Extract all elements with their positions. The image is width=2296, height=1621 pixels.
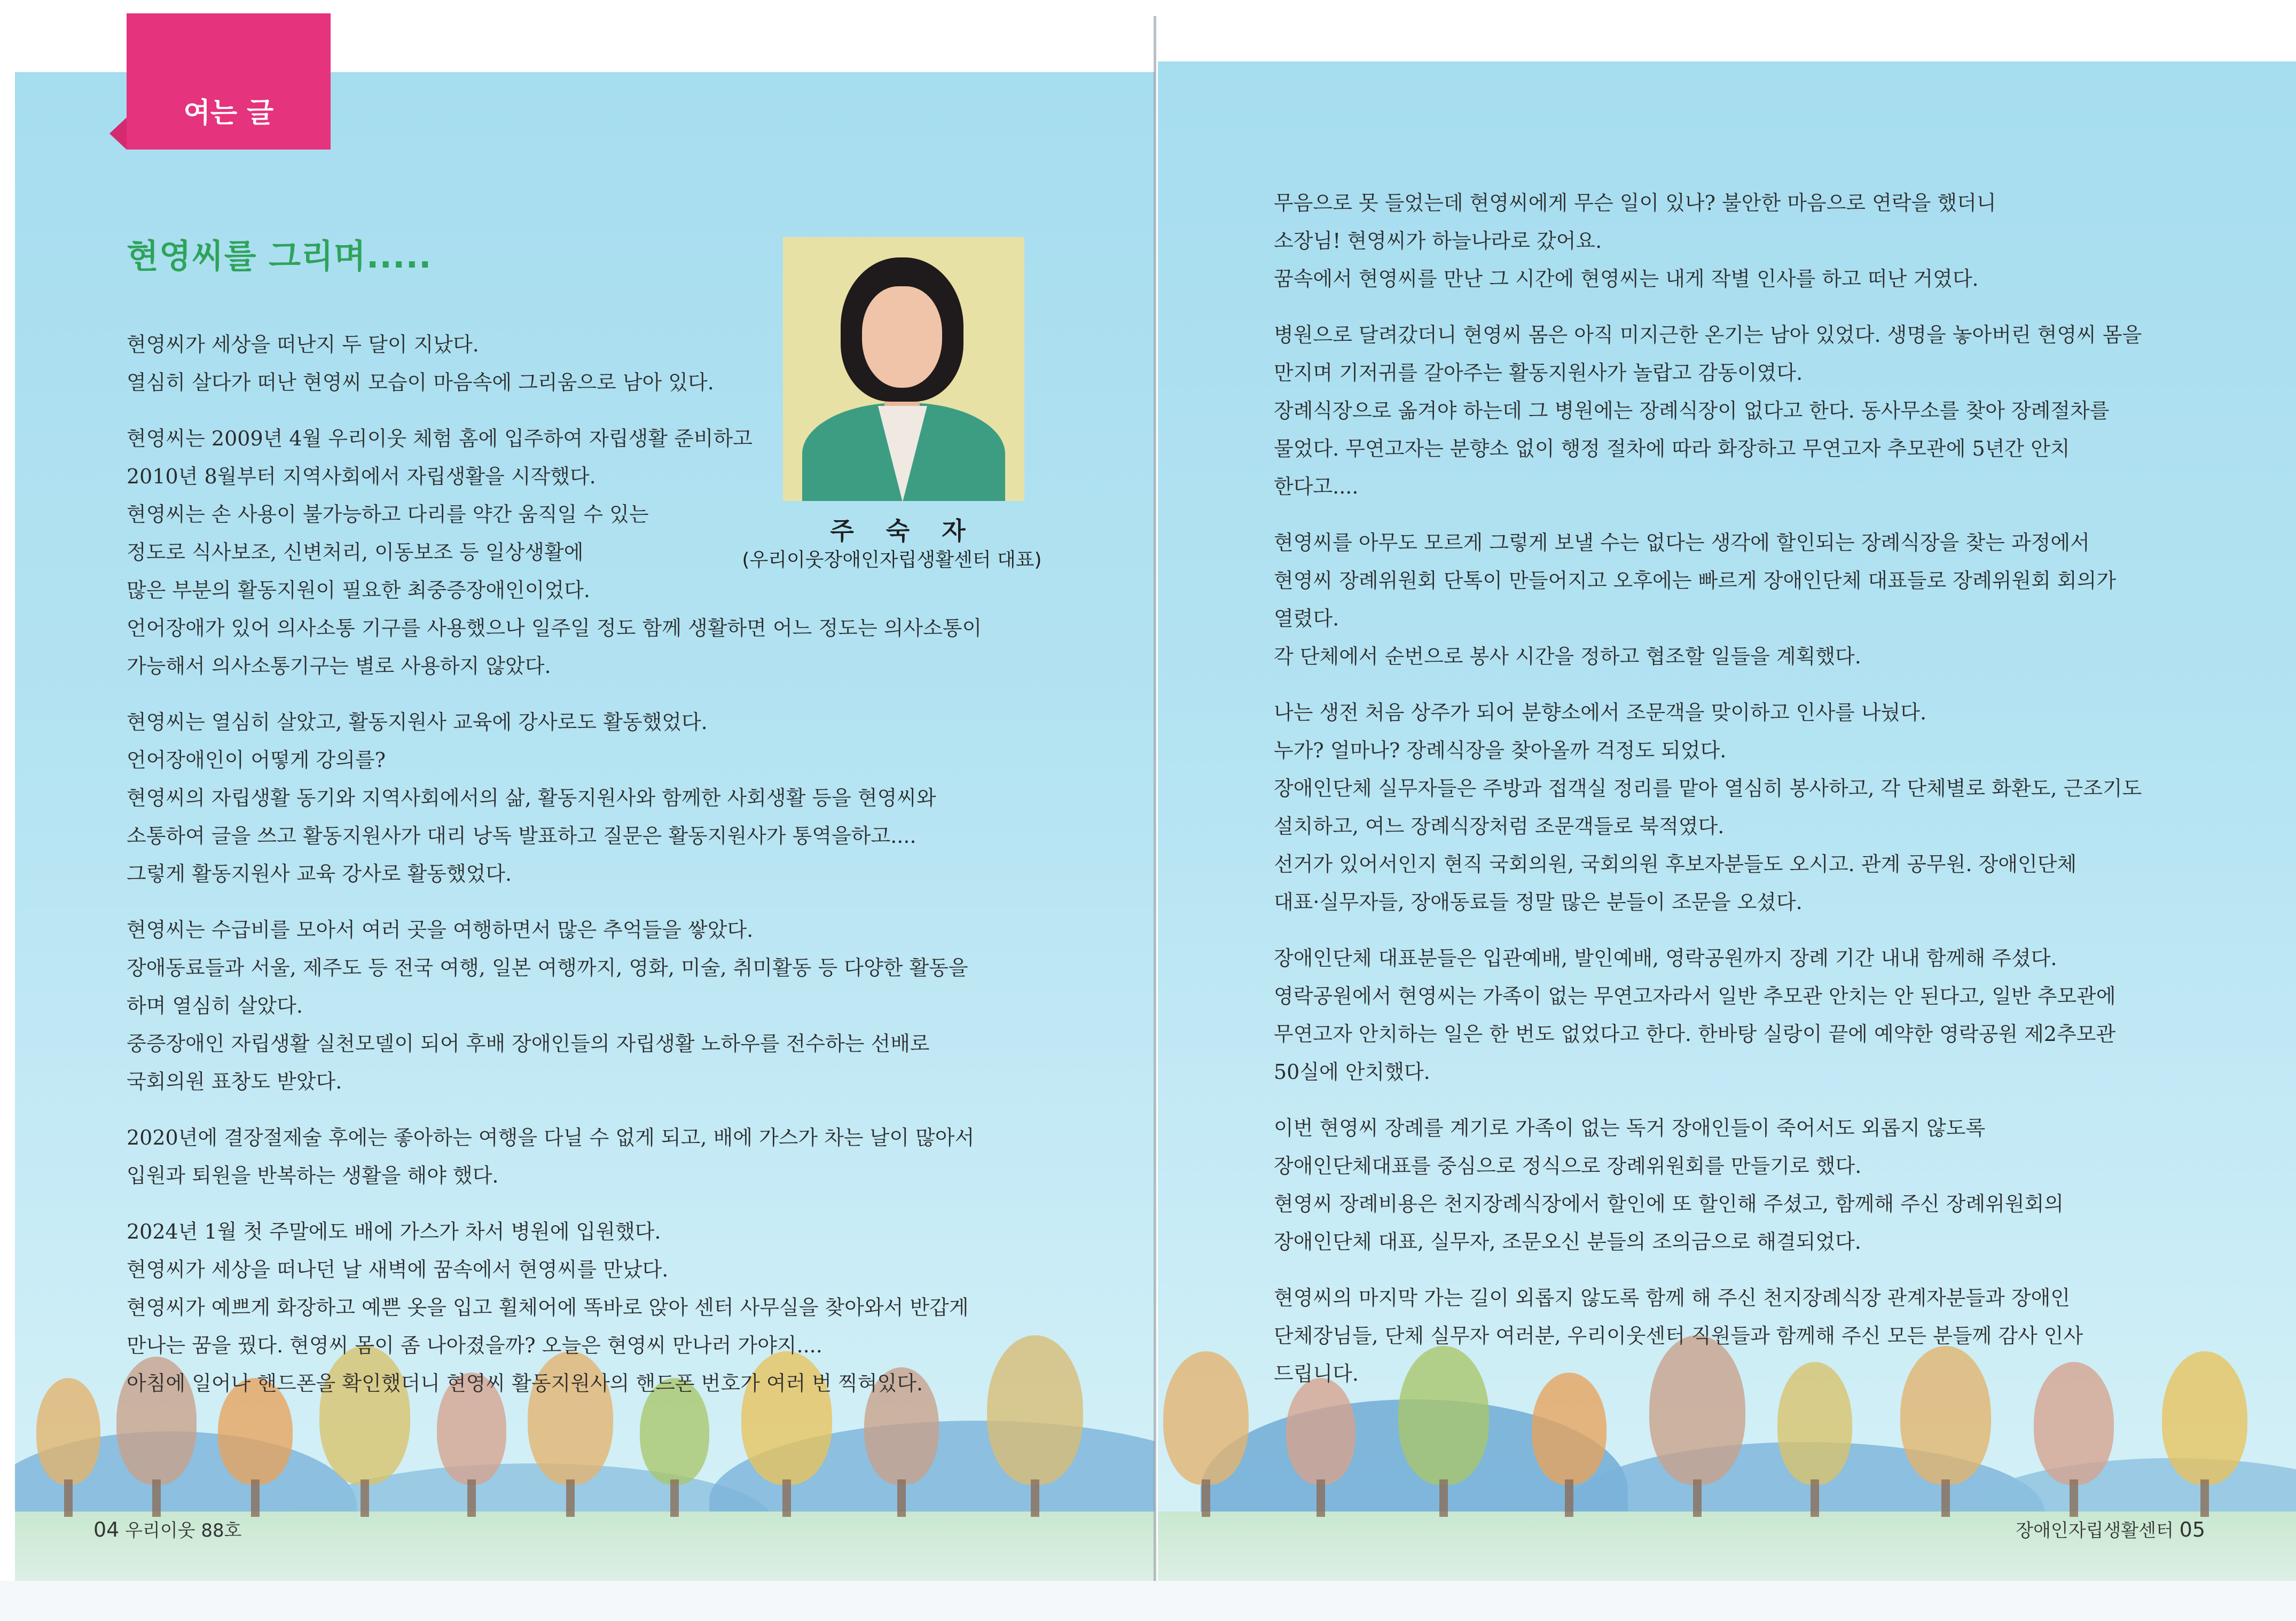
text-line: 무음으로 못 들었는데 현영씨에게 무슨 일이 있나? 불안한 마음으로 연락을 했더니	[1274, 191, 1996, 215]
paragraph	[1274, 1279, 2235, 1393]
paragraph	[127, 911, 1088, 1101]
text-line: 현영씨는 열심히 살았고, 활동지원사 교육에 강사로도 활동했었다.	[127, 710, 708, 734]
footer-left	[93, 1516, 241, 1542]
page-number-left: 04	[93, 1518, 120, 1541]
text-line: 꿈속에서 현영씨를 만난 그 시간에 현영씨는 내게 작별 인사를 하고 떠난 거였다.	[1274, 267, 1979, 291]
text-line: 장애동료들과 서울, 제주도 등 전국 여행, 일본 여행까지, 영화, 미술, 취미활동 등 다양한 활동을	[127, 956, 968, 980]
text-line: 소장님! 현영씨가 하늘나라로 갔어요.	[1274, 229, 1602, 253]
text-line: 현영씨는 손 사용이 불가능하고 다리를 약간 움직일 수 있는	[127, 503, 649, 526]
text-line: 각 단체에서 순번으로 봉사 시간을 정하고 협조할 일들을 계획했다.	[1274, 645, 1861, 668]
text-line: 2020년에 결장절제술 후에는 좋아하는 여행을 다닐 수 없게 되고, 배에 가스가 차는 날이 많아서	[127, 1126, 975, 1149]
paragraph	[1274, 316, 2235, 506]
text-line: 장애인단체 실무자들은 주방과 접객실 정리를 맡아 열심히 봉사하고, 각 단체별로 화환도, 근조기도	[1274, 777, 2142, 800]
text-line: 현영씨는 2009년 4월 우리이웃 체험 홈에 입주하여 자립생활 준비하고	[127, 427, 753, 450]
text-line: 드립니다.	[1274, 1362, 1359, 1385]
text-line: 만지며 기저귀를 갈아주는 활동지원사가 놀랍고 감동이였다.	[1274, 361, 1803, 385]
text-line: 선거가 있어서인지 현직 국회의원, 국회의원 후보자분들도 오시고. 관계 공무원. 장애인단체	[1274, 852, 2077, 876]
author-name: 주 숙 자	[830, 516, 977, 545]
text-line: 현영씨 장례위원회 단톡이 만들어지고 오후에는 빠르게 장애인단체 대표들로 장례위원회 회의가	[1274, 569, 2117, 592]
article-title: 현영씨를 그리며.....	[127, 237, 432, 276]
footer-right	[2016, 1516, 2205, 1542]
text-line: 설치하고, 여느 장례식장처럼 조문객들로 북적였다.	[1274, 815, 1725, 838]
text-line: 장애인단체 대표분들은 입관예배, 발인예배, 영락공원까지 장례 기간 내내 함께해 주셨다.	[1274, 946, 2057, 970]
section-tab: 여는 글	[127, 13, 331, 150]
left-column-text	[127, 326, 1088, 1421]
text-line: 현영씨가 세상을 떠나던 날 새벽에 꿈속에서 현영씨를 만났다.	[127, 1258, 669, 1281]
text-line: 열심히 살다가 떠난 현영씨 모습이 마음속에 그리움으로 남아 있다.	[127, 371, 714, 394]
text-line: 만나는 꿈을 꿨다. 현영씨 몸이 좀 나아졌을까? 오늘은 현영씨 만나러 가야지....	[127, 1334, 822, 1357]
paragraph	[1274, 184, 2235, 298]
text-line: 현영씨의 마지막 가는 길이 외롭지 않도록 함께 해 주신 천지장례식장 관계자분들과 장애인	[1274, 1286, 2071, 1310]
paragraph	[127, 1213, 1088, 1403]
text-line: 그렇게 활동지원사 교육 강사로 활동했었다.	[127, 862, 512, 886]
text-line: 이번 현영씨 장례를 계기로 가족이 없는 독거 장애인들이 죽어서도 외롭지 않도록	[1274, 1116, 1986, 1140]
organization-name: 장애인자립생활센터	[2016, 1520, 2174, 1541]
text-line: 소통하여 글을 쓰고 활동지원사가 대리 낭독 발표하고 질문은 활동지원사가 통역을하고....	[127, 824, 916, 848]
page-number-right: 05	[2179, 1518, 2205, 1541]
text-line: 현영씨 장례비용은 천지장례식장에서 할인에 또 할인해 주셨고, 함께해 주신 장례위원회의	[1274, 1192, 2064, 1216]
text-line: 50실에 안치했다.	[1274, 1060, 1430, 1084]
text-line: 대표·실무자들, 장애동료들 정말 많은 분들이 조문을 오셨다.	[1274, 890, 1803, 914]
text-line: 언어장애가 있어 의사소통 기구를 사용했으나 일주일 정도 함께 생활하면 어느 정도는 의사소통이	[127, 616, 982, 640]
text-line: 병원으로 달려갔더니 현영씨 몸은 아직 미지근한 온기는 남아 있었다. 생명을 놓아버린 현영씨 몸을	[1274, 323, 2142, 347]
author-role: (우리이웃장애인자립생활센터 대표)	[742, 549, 1042, 571]
text-line: 2024년 1월 첫 주말에도 배에 가스가 차서 병원에 입원했다.	[127, 1220, 661, 1243]
text-line: 현영씨는 수급비를 모아서 여러 곳을 여행하면서 많은 추억들을 쌓았다.	[127, 918, 754, 942]
text-line: 많은 부분의 활동지원이 필요한 최중증장애인이었다.	[127, 578, 590, 602]
paragraph	[1274, 694, 2235, 921]
page-bottom-margin	[0, 1581, 2296, 1621]
text-line: 누가? 얼마나? 장례식장을 찾아올까 걱정도 되었다.	[1274, 739, 1727, 762]
text-line: 영락공원에서 현영씨는 가족이 없는 무연고자라서 일반 추모관 안치는 안 된다고, 일반 추모관에	[1274, 984, 2116, 1008]
paragraph	[1274, 1109, 2235, 1261]
text-line: 열렸다.	[1274, 607, 1339, 630]
text-line: 입원과 퇴원을 반복하는 생활을 해야 했다.	[127, 1164, 499, 1187]
text-line: 한다고....	[1274, 475, 1359, 498]
paragraph	[127, 703, 1088, 893]
text-line: 단체장님들, 단체 실무자 여러분, 우리이웃센터 직원들과 함께해 주신 모든 분들께 감사 인사	[1274, 1324, 2083, 1348]
text-line: 가능해서 의사소통기구는 별로 사용하지 않았다.	[127, 654, 551, 678]
right-column-text	[1274, 184, 2235, 1411]
magazine-issue: 우리이웃 88호	[125, 1520, 242, 1541]
text-line: 하며 열심히 살았다.	[127, 994, 303, 1017]
text-line: 2010년 8월부터 지역사회에서 자립생활을 시작했다.	[127, 465, 596, 488]
text-line: 현영씨가 세상을 떠난지 두 달이 지났다.	[127, 333, 479, 356]
text-line: 물었다. 무연고자는 분향소 없이 행정 절차에 따라 화장하고 무연고자 추모관에 5년간 안치	[1274, 437, 2070, 460]
text-line: 아침에 일어나 핸드폰을 확인했더니 현영씨 활동지원사의 핸드폰 번호가 여러 번 찍혀있다.	[127, 1372, 923, 1395]
text-line: 현영씨의 자립생활 동기와 지역사회에서의 삶, 활동지원사와 함께한 사회생활 등을 현영씨와	[127, 786, 936, 810]
section-tab-fold	[109, 118, 127, 150]
text-line: 국회의원 표창도 받았다.	[127, 1070, 342, 1093]
paragraph	[127, 420, 1088, 685]
text-line: 나는 생전 처음 상주가 되어 분향소에서 조문객을 맞이하고 인사를 나눴다.	[1274, 701, 1927, 724]
text-line: 장애인단체 대표, 실무자, 조문오신 분들의 조의금으로 해결되었다.	[1274, 1230, 1861, 1254]
text-line: 언어장애인이 어떻게 강의를?	[127, 748, 386, 772]
book-spine	[1154, 16, 1156, 1597]
paragraph	[1274, 939, 2235, 1091]
text-line: 현영씨를 아무도 모르게 그렇게 보낼 수는 없다는 생각에 할인되는 장례식장을 찾는 과정에서	[1274, 531, 2090, 554]
text-line: 정도로 식사보조, 신변처리, 이동보조 등 일상생활에	[127, 541, 584, 564]
text-line: 중증장애인 자립생활 실천모델이 되어 후배 장애인들의 자립생활 노하우를 전수하는 선배로	[127, 1032, 930, 1055]
text-line: 장례식장으로 옮겨야 하는데 그 병원에는 장례식장이 없다고 한다. 동사무소를 찾아 장례절차를	[1274, 399, 2110, 422]
text-line: 무연고자 안치하는 일은 한 번도 없었다고 한다. 한바탕 실랑이 끝에 예약한 영락공원 제2추모관	[1274, 1022, 2116, 1046]
text-line: 장애인단체대표를 중심으로 정식으로 장례위원회를 만들기로 했다.	[1274, 1154, 1862, 1178]
text-line: 현영씨가 예쁘게 화장하고 예쁜 옷을 입고 휠체어에 똑바로 앉아 센터 사무실을 찾아와서 반갑게	[127, 1296, 969, 1319]
paragraph	[127, 1119, 1088, 1195]
paragraph	[1274, 524, 2235, 676]
paragraph	[127, 326, 1088, 402]
